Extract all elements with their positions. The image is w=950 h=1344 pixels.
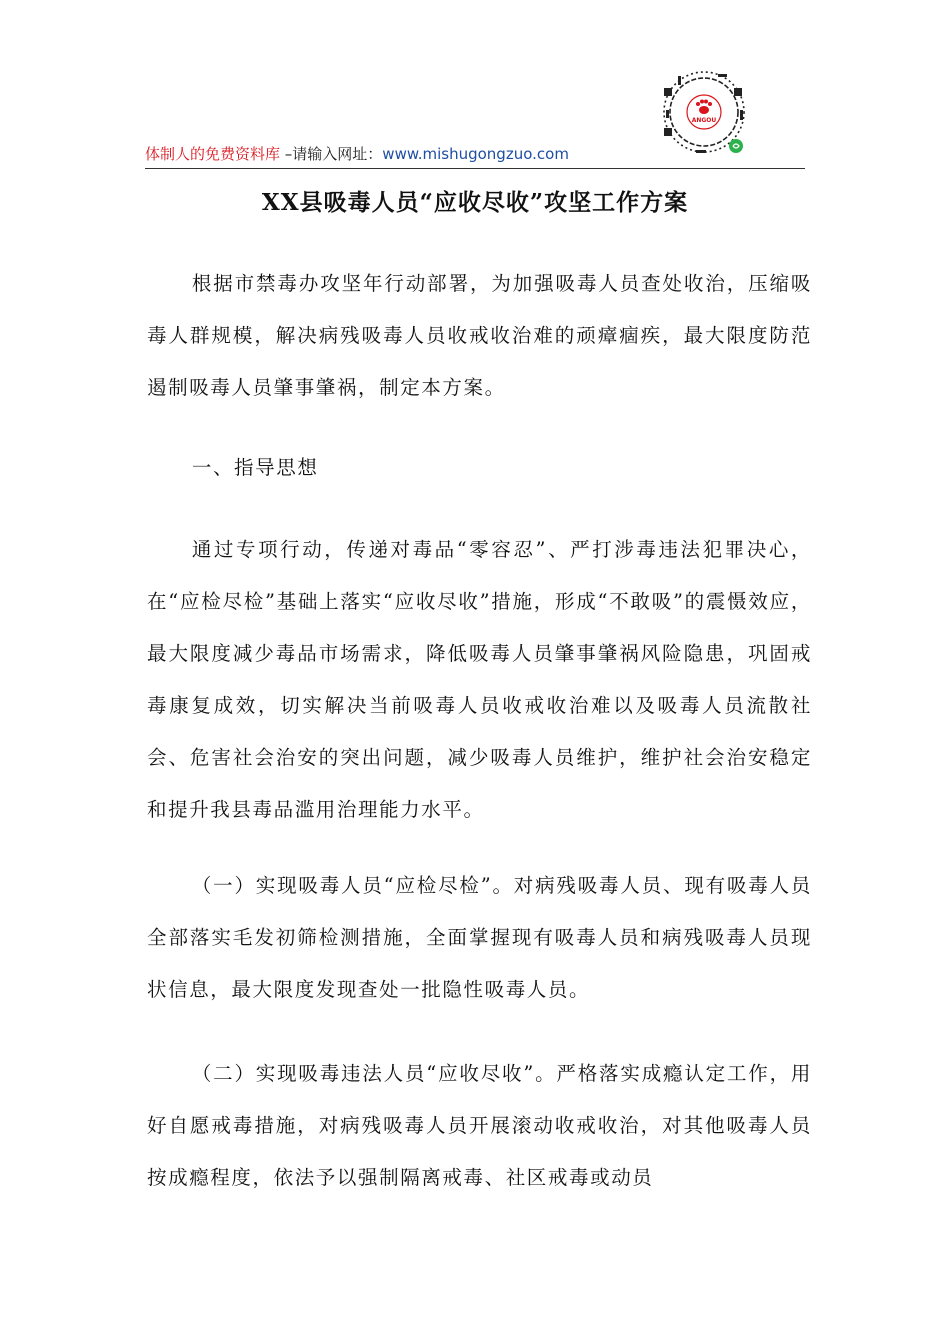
mini-program-badge-icon [729, 139, 743, 153]
site-url-link[interactable]: www.mishugongzuo.com [382, 145, 569, 163]
url-prompt: –请输入网址： [280, 145, 383, 163]
item-1-paragraph: （一）实现吸毒人员“应检尽检”。对病残吸毒人员、现有吸毒人员全部落实毛发初筛检测措施，全面掌握现有吸毒人员和病残吸毒人员现状信息，最大限度发现查处一批隐性吸毒人员。 [147, 874, 812, 1001]
document-title: XX县吸毒人员“应收尽收”攻坚工作方案 [261, 189, 689, 216]
site-name: 体制人的免费资料库 [145, 145, 281, 163]
qr-center-label: ANGOU [691, 117, 717, 124]
section-heading-guiding-ideology: 一、指导思想 [191, 456, 319, 479]
header-divider [145, 168, 805, 169]
intro-paragraph: 根据市禁毒办攻坚年行动部署，为加强吸毒人员查处收治，压缩吸毒人群规模，解决病残吸毒人员收戒收治难的顽瘴痼疾，最大限度防范遏制吸毒人员肇事肇祸，制定本方案。 [147, 272, 812, 399]
item-2-paragraph: （二）实现吸毒违法人员“应收尽收”。严格落实成瘾认定工作，用好自愿戒毒措施，对病残吸毒人员开展滚动收戒收治，对其他吸毒人员按成瘾程度，依法予以强制隔离戒毒、社区戒毒或动员 [147, 1062, 812, 1189]
qr-code-icon [656, 66, 756, 162]
section-body-paragraph: 通过专项行动，传递对毒品“零容忍”、严打涉毒违法犯罪决心，在“应检尽检”基础上落实“应收尽收”措施，形成“不敢吸”的震慑效应，最大限度减少毒品市场需求，降低吸毒人员肇事肇祸风险隐患，巩固戒毒康复成效，切实解决当前吸毒人员收戒收治难以及吸毒人员流散社会、危害社会治安的突出问题，减少吸毒人员维护，维护社会治安稳定和提升我县毒品滥用治理能力水平。 [147, 538, 812, 821]
